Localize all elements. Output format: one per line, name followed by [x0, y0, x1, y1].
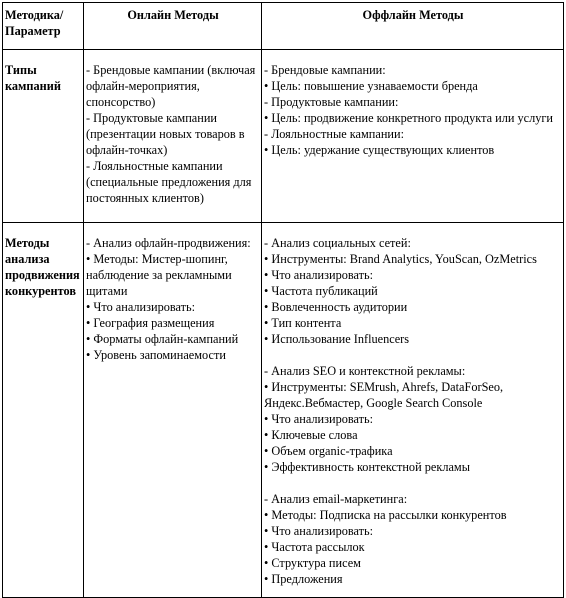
online-cell: [84, 50, 262, 223]
list-item: • Объем organic-трафика: [264, 444, 393, 458]
list-item: • Ключевые слова: [264, 428, 358, 442]
list-item: - Продуктовые кампании (презентации новых товаров в офлайн-точках): [86, 111, 245, 157]
list-item: • Использование Influencers: [264, 332, 410, 346]
list-item: • Методы: Подписка на рассылки конкурентов: [264, 508, 507, 522]
header-row: [3, 3, 564, 50]
list-item: • География размещения: [86, 316, 215, 330]
offline-cell: [262, 223, 564, 598]
offline-cell: [262, 50, 564, 223]
list-item: • Предложения: [264, 572, 343, 586]
list-item: • Что анализировать:: [264, 268, 374, 282]
row-parameter: Методы анализа продвижения конкурентов: [3, 223, 84, 598]
list-item: • Что анализировать:: [86, 300, 196, 314]
table-row: [3, 223, 564, 598]
list-item: - Анализ SEO и контекстной рекламы:: [264, 364, 466, 378]
header-online: Онлайн Методы: [84, 3, 262, 50]
row-parameter: Типы кампаний: [3, 50, 84, 223]
list-item: • Вовлеченность аудитории: [264, 300, 408, 314]
header-parameter: Методика/ Параметр: [3, 3, 84, 50]
list-item: - Брендовые кампании (включая офлайн-мероприятия, спонсорство): [86, 63, 256, 109]
list-item: - Брендовые кампании:: [264, 63, 386, 77]
table-row: [3, 50, 564, 223]
list-item: • Тип контента: [264, 316, 342, 330]
list-item: - Продуктовые кампании:: [264, 95, 399, 109]
list-item: - Анализ социальных сетей:: [264, 236, 411, 250]
list-item: • Цель: повышение узнаваемости бренда: [264, 79, 478, 93]
list-item: • Структура писем: [264, 556, 361, 570]
list-item: • Методы: Мистер-шопинг, наблюдение за рекламными щитами: [86, 252, 232, 298]
list-item: • Инструменты: Brand Analytics, YouScan, OzMetrics: [264, 252, 537, 266]
list-item: - Лояльностные кампании:: [264, 127, 404, 141]
list-item: • Инструменты: SEMrush, Ahrefs, DataForSeo, Яндекс.Вебмастер, Google Search Console: [264, 380, 504, 410]
list-item: - Лояльностные кампании (специальные предложения для постоянных клиентов): [86, 159, 252, 205]
spacer: [264, 347, 562, 363]
list-item: • Уровень запоминаемости: [86, 348, 226, 362]
list-item: • Частота рассылок: [264, 540, 365, 554]
list-item: • Частота публикаций: [264, 284, 378, 298]
list-item: • Цель: удержание существующих клиентов: [264, 143, 495, 157]
list-item: • Форматы офлайн-кампаний: [86, 332, 239, 346]
list-item: • Эффективность контекстной рекламы: [264, 460, 470, 474]
list-item: • Что анализировать:: [264, 524, 374, 538]
list-item: - Анализ email-маркетинга:: [264, 492, 408, 506]
spacer: [264, 475, 562, 491]
list-item: • Цель: продвижение конкретного продукта или услуги: [264, 111, 554, 125]
online-cell: [84, 223, 262, 598]
header-offline: Оффлайн Методы: [262, 3, 564, 50]
list-item: • Что анализировать:: [264, 412, 374, 426]
comparison-table: [2, 2, 564, 598]
list-item: - Анализ офлайн-продвижения:: [86, 236, 251, 250]
